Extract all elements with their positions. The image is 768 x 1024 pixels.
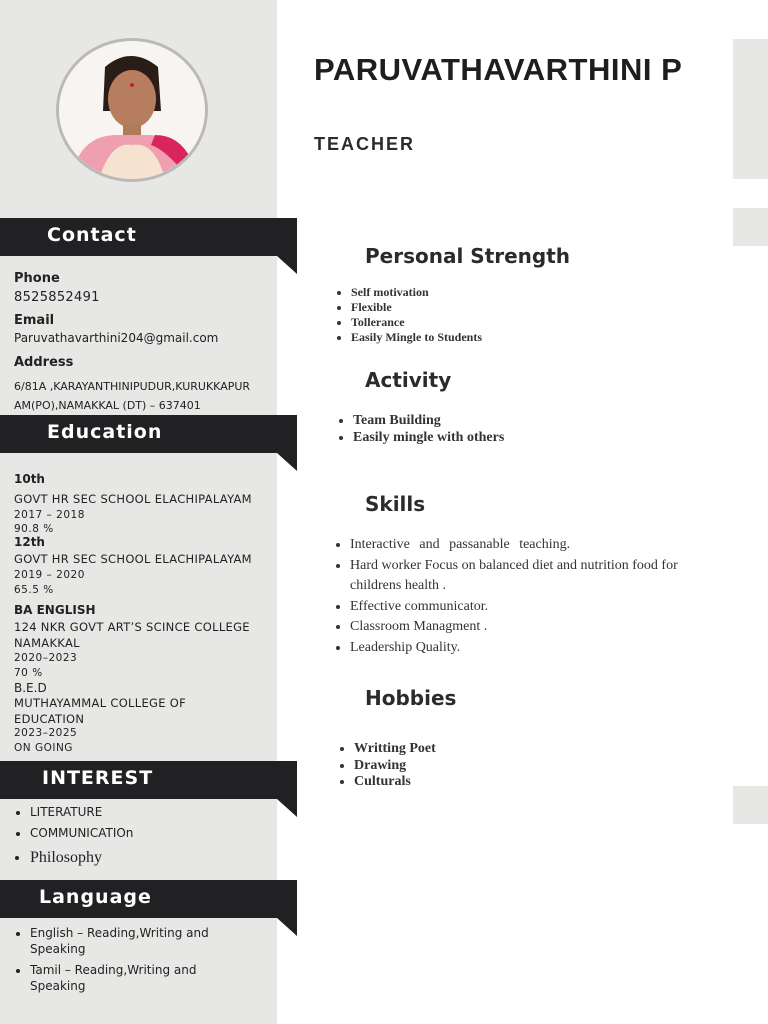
address-line-1: 6/81A ,KARAYANTHINIPUDUR,KURUKKAPUR bbox=[14, 380, 251, 393]
edu-3-school-line-2: NAMAKKAL bbox=[14, 636, 80, 650]
edu-1-years: 2017 – 2018 bbox=[14, 509, 85, 521]
skill-item: • Classroom Managment . bbox=[350, 617, 718, 638]
edu-1-level: 10th bbox=[14, 472, 45, 486]
language-item-line: Speaking bbox=[30, 942, 86, 956]
interest-item: • Philosophy bbox=[30, 844, 133, 872]
education-section-header bbox=[0, 415, 297, 453]
edu-3-level: BA ENGLISH bbox=[14, 603, 96, 617]
strength-item: • Self motivation bbox=[351, 285, 482, 300]
candidate-name: PARUVATHAVARTHINI P bbox=[314, 52, 683, 87]
profile-photo-illustration bbox=[59, 41, 205, 179]
decor-bar bbox=[733, 786, 768, 824]
skills-heading: Skills bbox=[365, 492, 426, 516]
address-line-2: AM(PO),NAMAKKAL (DT) – 637401 bbox=[14, 399, 201, 412]
hobby-item: • Writting Poet bbox=[354, 741, 436, 758]
edu-3-years: 2020–2023 bbox=[14, 652, 78, 664]
candidate-role: TEACHER bbox=[314, 134, 416, 154]
interest-header-fold bbox=[277, 799, 297, 817]
edu-3-school-line-1: 124 NKR GOVT ART’S SCINCE COLLEGE bbox=[14, 620, 250, 634]
strength-item: • Flexible bbox=[351, 300, 482, 315]
decor-bar bbox=[733, 39, 768, 179]
language-header-fold bbox=[277, 918, 297, 936]
education-header-fold bbox=[277, 453, 297, 471]
edu-4-years: 2023–2025 bbox=[14, 727, 78, 739]
personal-strength-list bbox=[333, 285, 482, 345]
strength-item: • Tollerance bbox=[351, 315, 482, 330]
hobbies-list bbox=[336, 741, 436, 791]
phone-value: 8525852491 bbox=[14, 290, 100, 305]
edu-2-school: GOVT HR SEC SCHOOL ELACHIPALAYAM bbox=[14, 552, 252, 566]
edu-2-score: 65.5 % bbox=[14, 584, 54, 596]
phone-label: Phone bbox=[14, 271, 60, 286]
language-list bbox=[14, 925, 270, 994]
skill-item: • Leadership Quality. bbox=[350, 638, 718, 659]
language-item-line: Speaking bbox=[30, 979, 86, 993]
address-label: Address bbox=[14, 355, 74, 370]
skill-item: • Hard worker Focus on balanced diet and nutrition food for childrens health . bbox=[350, 556, 718, 597]
language-item bbox=[30, 962, 270, 994]
edu-2-years: 2019 – 2020 bbox=[14, 569, 85, 581]
language-title: Language bbox=[39, 886, 152, 908]
activity-item: • Team Building bbox=[353, 412, 504, 429]
strength-item: • Easily Mingle to Students bbox=[351, 330, 482, 345]
activity-heading: Activity bbox=[365, 368, 452, 392]
edu-4-score: ON GOING bbox=[14, 742, 73, 754]
edu-3-score: 70 % bbox=[14, 667, 43, 679]
hobby-item: • Drawing bbox=[354, 758, 436, 775]
hobby-item: • Culturals bbox=[354, 774, 436, 791]
contact-header-fold bbox=[277, 256, 297, 274]
edu-1-school: GOVT HR SEC SCHOOL ELACHIPALAYAM bbox=[14, 492, 252, 506]
interest-title: INTEREST bbox=[42, 767, 154, 789]
edu-1-score: 90.8 % bbox=[14, 523, 54, 535]
interest-list bbox=[14, 802, 133, 872]
contact-title: Contact bbox=[47, 224, 137, 246]
activity-item: • Easily mingle with others bbox=[353, 429, 504, 446]
edu-2-level: 12th bbox=[14, 535, 45, 549]
language-item bbox=[30, 925, 270, 957]
activity-list bbox=[333, 412, 504, 446]
profile-photo bbox=[56, 38, 208, 182]
edu-4-school-line-2: EDUCATION bbox=[14, 712, 85, 726]
interest-section-header bbox=[0, 761, 297, 799]
language-item-line: English – Reading,Writing and bbox=[30, 926, 209, 940]
decor-bar bbox=[733, 208, 768, 246]
education-title: Education bbox=[47, 421, 163, 443]
email-label: Email bbox=[14, 313, 55, 328]
edu-4-school-line-1: MUTHAYAMMAL COLLEGE OF bbox=[14, 696, 187, 710]
edu-4-level: B.E.D bbox=[14, 681, 47, 695]
language-item-line: Tamil – Reading,Writing and bbox=[30, 963, 197, 977]
hobbies-heading: Hobbies bbox=[365, 686, 457, 710]
skill-item: • Interactive and passanable teaching. bbox=[350, 535, 718, 556]
skills-list bbox=[333, 535, 718, 658]
contact-section-header bbox=[0, 218, 297, 256]
skill-item: • Effective communicator. bbox=[350, 597, 718, 618]
interest-item: • LITERATURE bbox=[30, 802, 133, 822]
email-value: Paruvathavarthini204@gmail.com bbox=[14, 331, 219, 345]
language-section-header bbox=[0, 880, 297, 918]
interest-item: • COMMUNICATIOn bbox=[30, 822, 133, 844]
personal-strength-heading: Personal Strength bbox=[365, 244, 571, 268]
